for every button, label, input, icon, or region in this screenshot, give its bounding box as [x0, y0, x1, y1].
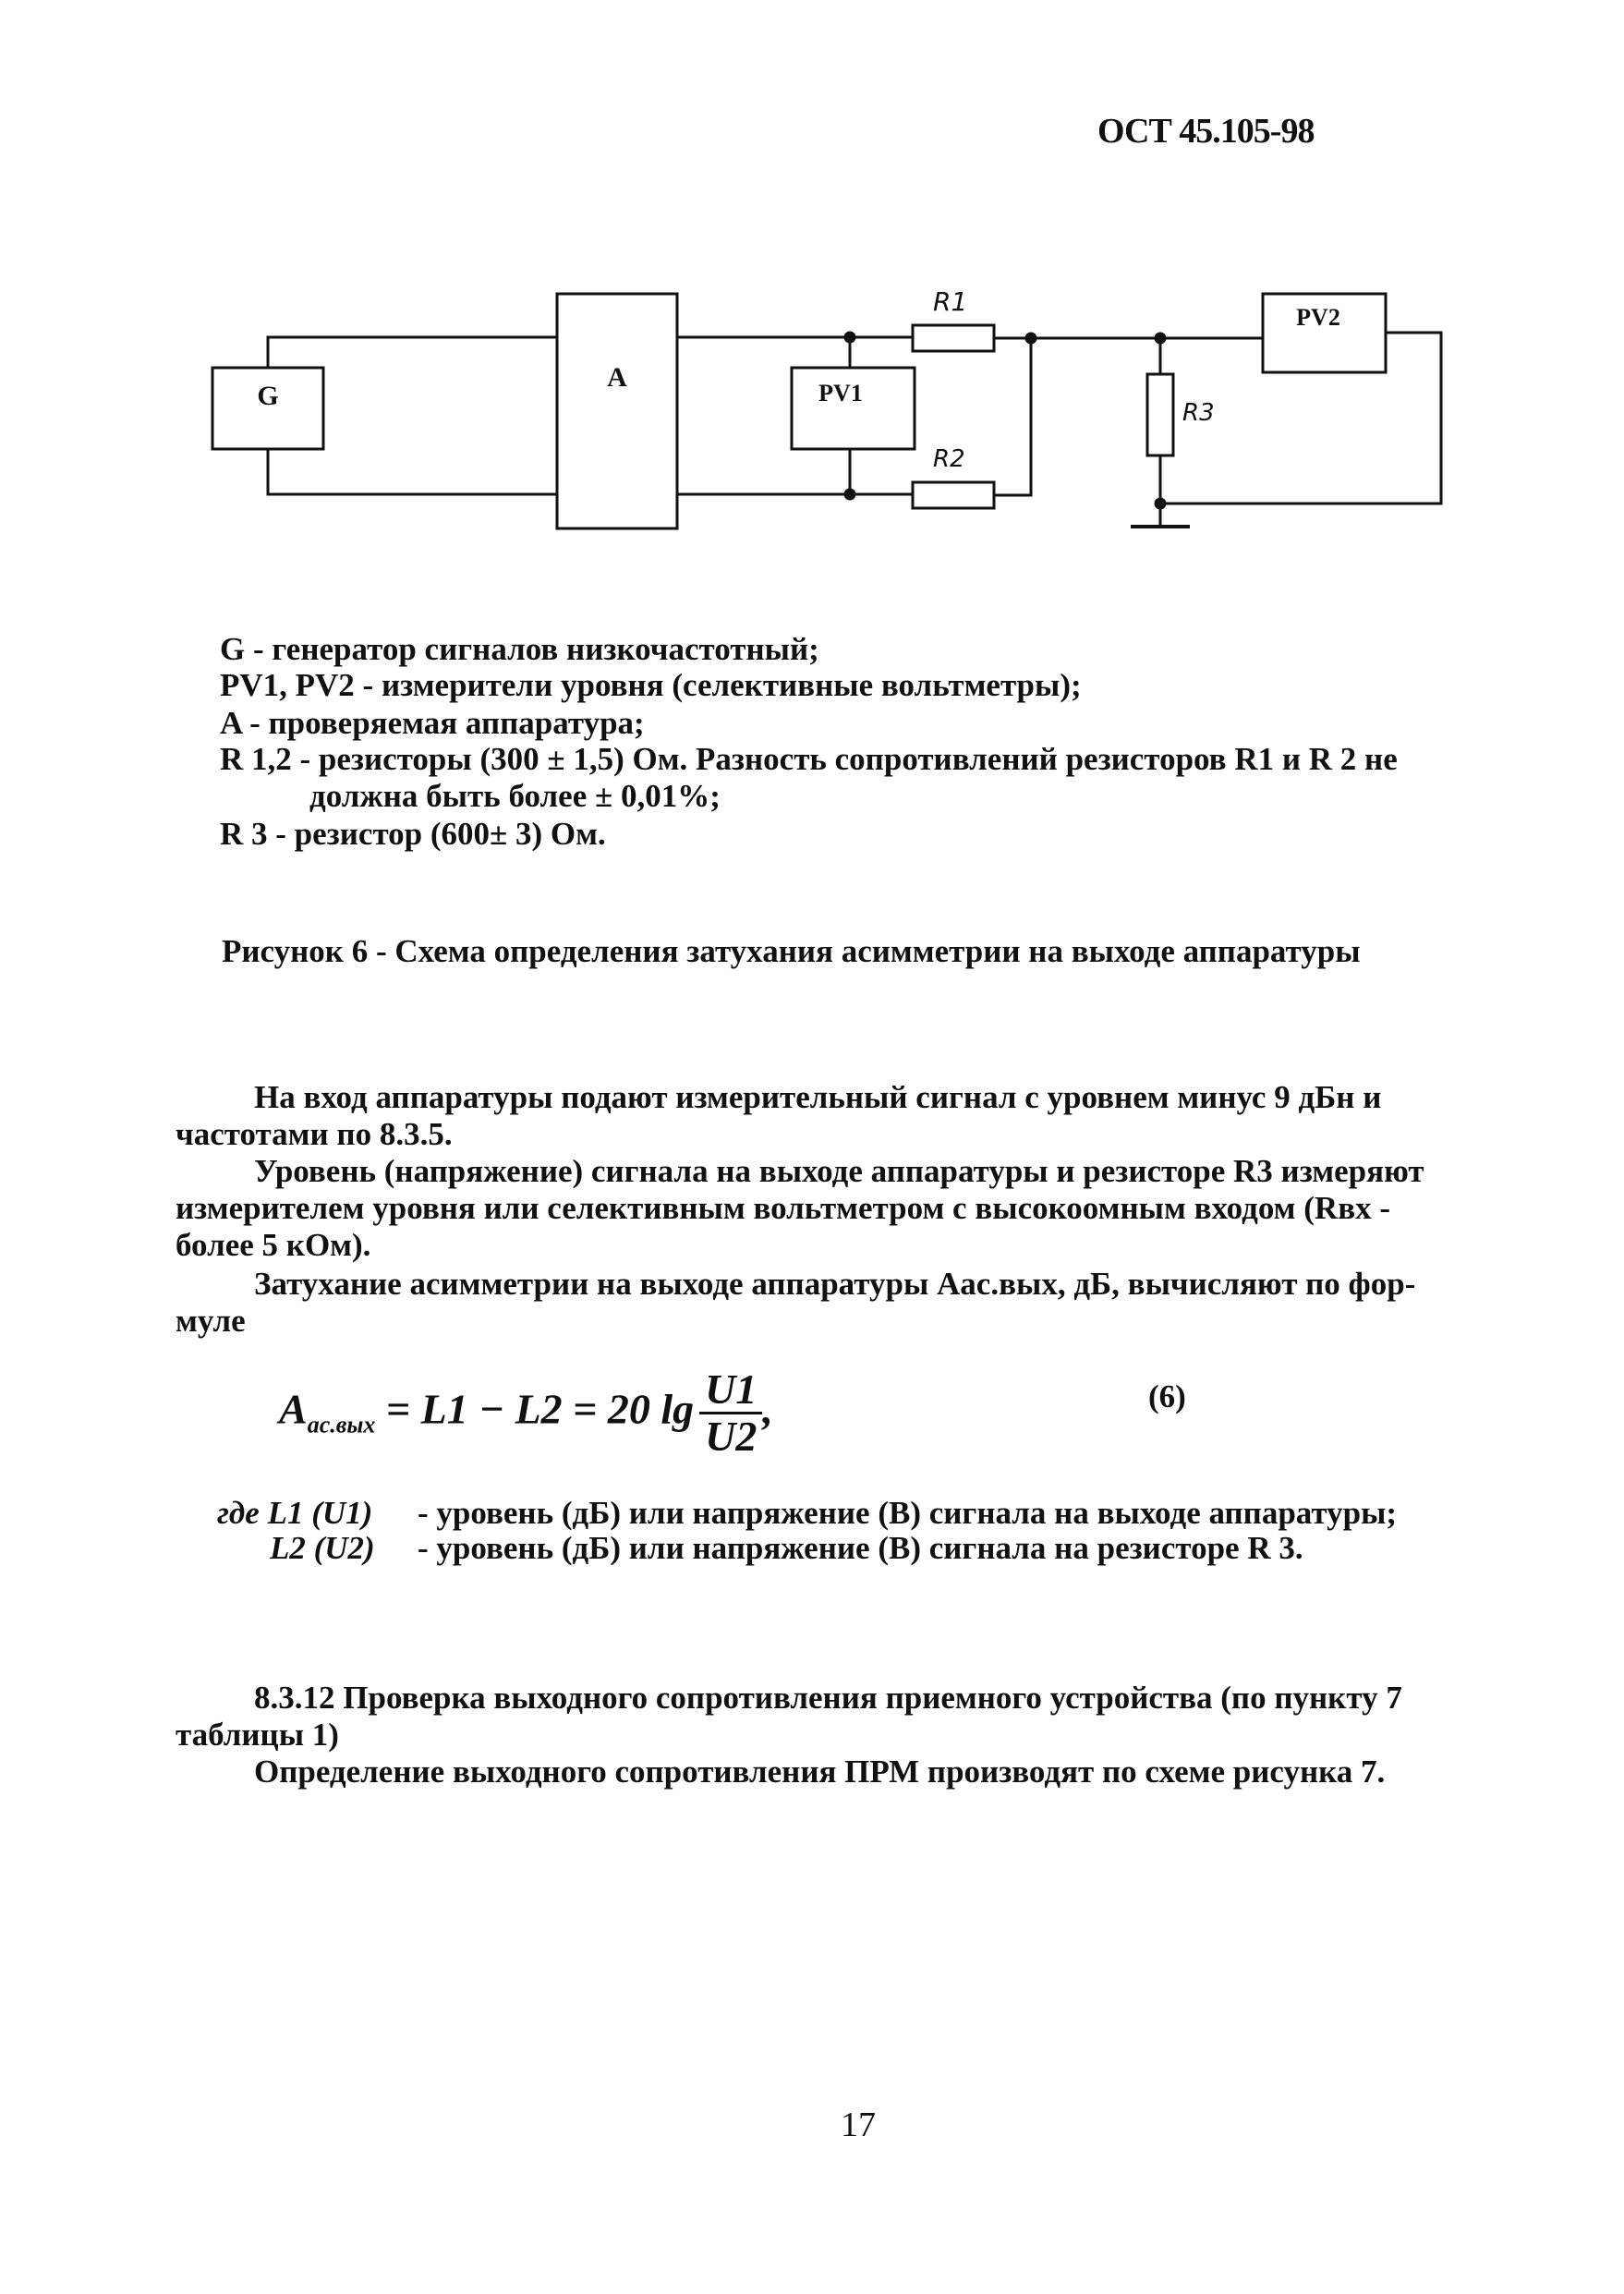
paragraph-2-line-3: более 5 кОм). [176, 1227, 371, 1263]
paragraph-1-line-1: На вход аппаратуры подают измерительный сигнал с уровнем минус 9 дБн и [254, 1079, 1382, 1115]
section-heading-line-2: таблицы 1) [176, 1717, 339, 1753]
section-heading-line-1: 8.3.12 Проверка выходного сопротивления приемного устройства (по пункту 7 [254, 1680, 1402, 1716]
legend-line-1: G - генератор сигналов низкочастотный; [220, 631, 819, 667]
r2-resistor [913, 482, 994, 508]
legend-line-5: должна быть более ± 0,01%; [309, 778, 721, 814]
paragraph-3-line-2: муле [176, 1303, 246, 1339]
formula-fraction [699, 1367, 762, 1460]
r3-resistor [1147, 374, 1173, 455]
label-g: G [257, 381, 279, 411]
formula-6 [279, 1367, 773, 1460]
formula-tail: , [762, 1385, 773, 1433]
circuit-schematic [0, 0, 1624, 647]
apparatus-block [557, 294, 677, 528]
formula-denominator: U2 [705, 1413, 757, 1461]
where-1-text: - уровень (дБ) или напряжение (В) сигнала на выходе аппаратуры; [418, 1495, 1398, 1531]
formula-lhs: A [279, 1385, 308, 1433]
label-r2: R2 [933, 445, 965, 473]
label-a: A [607, 362, 627, 393]
document-code: ОСТ 45.105-98 [1097, 112, 1315, 151]
label-r3: R3 [1182, 399, 1215, 427]
formula-numerator: U1 [699, 1367, 762, 1414]
r1-resistor [913, 325, 994, 351]
legend-line-3: A - проверяемая аппаратура; [220, 705, 645, 741]
label-pv1: PV1 [818, 380, 863, 407]
where-2-symbol: L2 (U2) [270, 1530, 375, 1566]
where-2-text: - уровень (дБ) или напряжение (В) сигнала на резисторе R 3. [418, 1530, 1303, 1566]
paragraph-2-line-2: измерителем уровня или селективным вольтметром с высокоомным входом (Rвх - [176, 1190, 1390, 1226]
section-text-line: Определение выходного сопротивления ПРМ производят по схеме рисунка 7. [254, 1754, 1386, 1790]
label-r1: R1 [933, 286, 968, 317]
legend-line-6: R 3 - резистор (600± 3) Ом. [220, 816, 606, 852]
label-pv2: PV2 [1296, 304, 1340, 331]
paragraph-1-line-2: частотами по 8.3.5. [176, 1116, 453, 1152]
paragraph-2-line-1: Уровень (напряжение) сигнала на выходе аппаратуры и резисторе R3 измеряют [254, 1153, 1424, 1189]
where-1-symbol: где L1 (U1) [217, 1495, 373, 1531]
equation-number: (6) [1148, 1378, 1186, 1414]
formula-lhs-subscript: ас.вых [307, 1411, 376, 1438]
paragraph-3-line-1: Затухание асимметрии на выходе аппаратуры Aас.вых, дБ, вычисляют по фор- [254, 1266, 1416, 1302]
legend-line-4: R 1,2 - резисторы (300 ± 1,5) Ом. Разность сопротивлений резисторов R1 и R 2 не [220, 741, 1398, 777]
figure-caption: Рисунок 6 - Схема определения затухания асимметрии на выходе аппаратуры [222, 933, 1361, 969]
formula-middle: = L1 − L2 = 20 lg [375, 1385, 695, 1433]
page-number: 17 [841, 2106, 876, 2144]
legend-line-2: PV1, PV2 - измерители уровня (селективные вольтметры); [220, 667, 1082, 703]
